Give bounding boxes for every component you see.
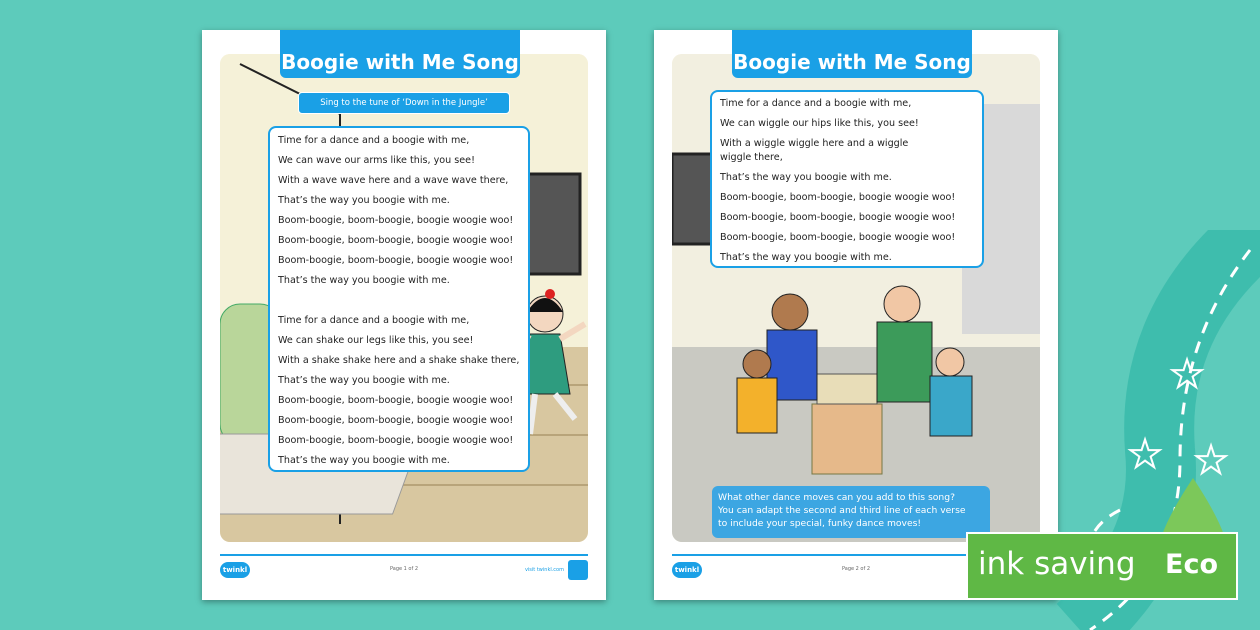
verse-2-line: Boom-boogie, boom-boogie, boogie woogie woo!: [278, 415, 514, 426]
verse-line: That’s the way you boogie with me.: [720, 252, 892, 263]
ink-saving-eco-badge: [966, 532, 1238, 600]
verse-2-line: That’s the way you boogie with me.: [278, 455, 450, 466]
verse-1-line: That’s the way you boogie with me.: [278, 195, 450, 206]
verse-spacer: [278, 291, 520, 311]
page-title: Boogie with Me Song: [733, 50, 971, 74]
verse-2-line: Time for a dance and a boogie with me,: [278, 315, 470, 326]
verse-2-line: That’s the way you boogie with me.: [278, 375, 450, 386]
star-icon: ★: [1170, 352, 1205, 396]
page-number: Page 1 of 2: [389, 566, 419, 572]
verse-1-line: Boom-boogie, boom-boogie, boogie woogie woo!: [278, 255, 514, 266]
verse-line: With a wiggle wiggle here and a wiggle: [720, 138, 909, 149]
question-line: to include your special, funky dance moves!: [718, 518, 922, 529]
verse-line: Boom-boogie, boom-boogie, boogie woogie woo!: [720, 212, 956, 223]
verse-1-line: With a wave wave here and a wave wave there,: [278, 175, 509, 186]
question-box: [712, 486, 990, 538]
verse-line: wiggle there,: [720, 152, 783, 163]
lyrics-box: [710, 90, 984, 268]
lyrics-box: [268, 126, 530, 472]
page-title: Boogie with Me Song: [281, 50, 519, 74]
footer-divider: [220, 554, 588, 556]
verse-line: Boom-boogie, boom-boogie, boogie woogie woo!: [720, 192, 956, 203]
verse-2-line: Boom-boogie, boom-boogie, boogie woogie woo!: [278, 435, 514, 446]
verse-line: We can wiggle our hips like this, you see!: [720, 118, 919, 129]
page-title-banner: [732, 30, 972, 78]
twinkl-logo: twinkl: [220, 562, 250, 578]
ink-saving-label: ink saving: [978, 546, 1136, 582]
verse-line: That’s the way you boogie with me.: [720, 172, 892, 183]
worksheet-page-1: [202, 30, 606, 600]
page-number: Page 2 of 2: [841, 566, 871, 572]
star-icon: ★: [1194, 438, 1229, 482]
verse-2-line: We can shake our legs like this, you see!: [278, 335, 474, 346]
verse-2-line: Boom-boogie, boom-boogie, boogie woogie woo!: [278, 395, 514, 406]
visit-link[interactable]: visit twinkl.com: [524, 567, 564, 573]
verse-1-line: Boom-boogie, boom-boogie, boogie woogie woo!: [278, 235, 514, 246]
verse-1-line: Time for a dance and a boogie with me,: [278, 135, 470, 146]
question-line: You can adapt the second and third line of each verse: [718, 505, 966, 516]
verse-1-line: Boom-boogie, boom-boogie, boogie woogie woo!: [278, 215, 514, 226]
twinkl-logo: twinkl: [672, 562, 702, 578]
eco-label: Eco: [1165, 549, 1218, 580]
worksheet-page-2: [654, 30, 1058, 600]
verse-2-line: With a shake shake here and a shake shake there,: [278, 355, 520, 366]
tune-banner: Sing to the tune of ‘Down in the Jungle’: [298, 92, 510, 114]
twinkl-badge-icon: [568, 560, 588, 580]
question-line: What other dance moves can you add to this song?: [718, 492, 955, 503]
star-icon: ★: [1128, 432, 1163, 476]
verse-1-line: That’s the way you boogie with me.: [278, 275, 450, 286]
verse-line: Time for a dance and a boogie with me,: [720, 98, 912, 109]
verse-line: Boom-boogie, boom-boogie, boogie woogie woo!: [720, 232, 956, 243]
page-title-banner: [280, 30, 520, 78]
verse-1-line: We can wave our arms like this, you see!: [278, 155, 475, 166]
